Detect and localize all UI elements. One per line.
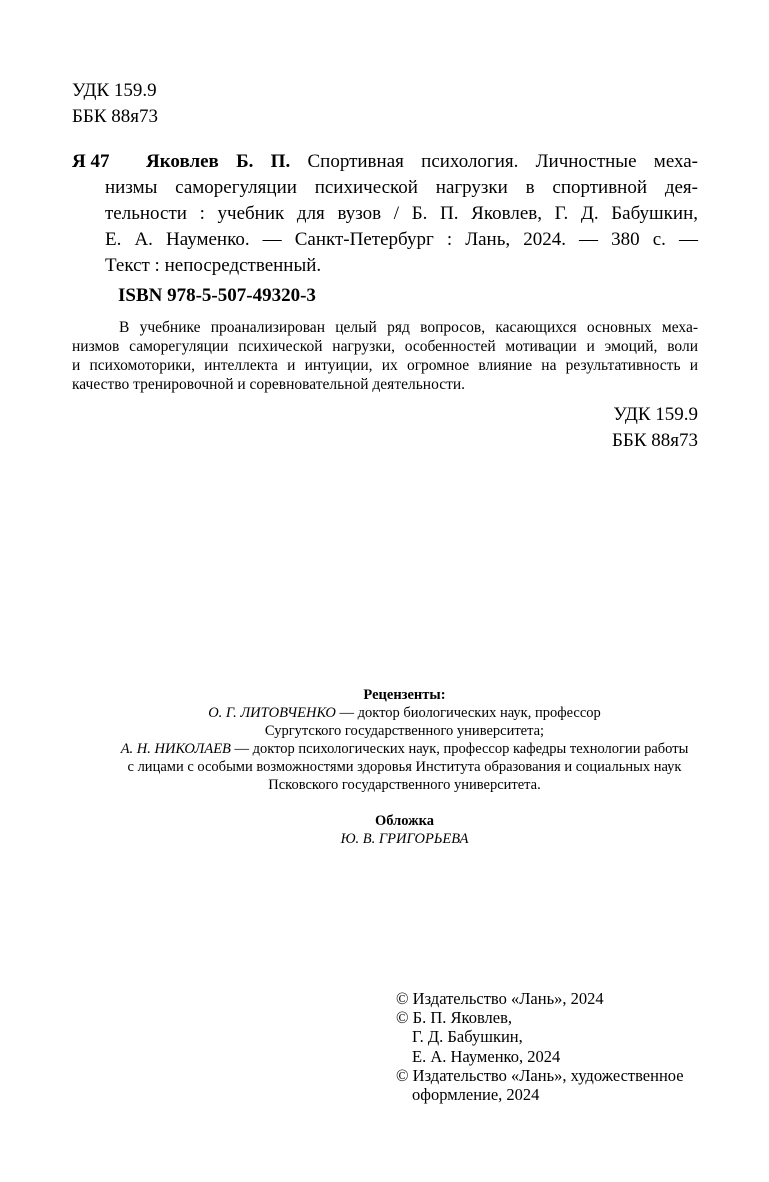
copyright-line-3: Г. Д. Бабушкин, (412, 1027, 523, 1047)
reviewer-2 (40, 740, 769, 758)
catalog-title: Спортивная психология. Личностные меха- (307, 151, 699, 172)
reviewer-2-desc: — доктор психологических наук, профессор кафедры технологии работы (230, 741, 689, 757)
reviewer-1-desc: — доктор биологических наук, профессор (335, 705, 601, 721)
footer-udk-code: УДК 159.9 (613, 404, 698, 425)
catalog-line-3: тельности : учебник для вузов / Б. П. Яковлев, Г. Д. Бабушкин, (105, 203, 698, 224)
cover-block (40, 812, 769, 848)
reviewer-1-name: О. Г. ЛИТОВЧЕНКО (208, 705, 336, 721)
catalog-author: Яковлев Б. П. (146, 151, 291, 172)
catalog-line-1 (146, 149, 698, 175)
catalog-record (146, 149, 698, 175)
annotation-line-4: качество тренировочной и соревновательной деятельности. (72, 376, 466, 393)
copyright-line-4: Е. А. Науменко, 2024 (412, 1046, 561, 1066)
cover-heading: Обложка (374, 813, 435, 829)
copyright-line-5: © Издательство «Лань», художественное (396, 1065, 684, 1085)
reviewer-1-affiliation: Сургутского государственного университета; (264, 723, 545, 739)
reviewer-2-name: А. Н. НИКОЛАЕВ (120, 741, 231, 757)
annotation-line-3: и психомоторики, интеллекта и интуиции, их огромное влияние на результативность и (72, 357, 698, 374)
copyright-block (396, 989, 684, 1104)
reviewer-2-affiliation-1: с лицами с особыми возможностями здоровья Института образования и социальных наук (127, 759, 682, 775)
copyright-line-1: © Издательство «Лань», 2024 (396, 989, 604, 1008)
catalog-line-2: низмы саморегуляции психической нагрузки в спортивной дея- (105, 177, 698, 198)
reviewers-block (40, 686, 769, 794)
udk-code: УДК 159.9 (72, 80, 157, 101)
catalog-line-5: Текст : непосредственный. (105, 255, 322, 276)
bbk-code: ББК 88я73 (72, 106, 158, 127)
header-codes (72, 78, 158, 130)
copyright-line-6: оформление, 2024 (412, 1085, 540, 1105)
annotation-line-1: В учебнике проанализирован целый ряд вопросов, касающихся основных меха- (119, 319, 698, 336)
footer-codes (500, 402, 698, 454)
copyright-line-2: © Б. П. Яковлев, (396, 1008, 513, 1028)
footer-bbk-code: ББК 88я73 (612, 430, 698, 451)
reviewers-heading: Рецензенты: (363, 687, 446, 703)
cover-designer: Ю. В. ГРИГОРЬЕВА (340, 831, 469, 847)
annotation (72, 318, 698, 394)
catalog-code: Я 47 (72, 151, 110, 172)
reviewer-1 (40, 704, 769, 722)
catalog-continuation (105, 175, 698, 279)
reviewer-2-affiliation-2: Псковского государственного университета. (268, 777, 541, 793)
catalog-line-4: Е. А. Науменко. — Санкт-Петербург : Лань, 2024. — 380 с. — (105, 229, 698, 250)
isbn: ISBN 978-5-507-49320-3 (118, 285, 316, 306)
annotation-line-2: низмов саморегуляции психической нагрузки, особенностей мотивации и эмоций, воли (72, 338, 698, 355)
